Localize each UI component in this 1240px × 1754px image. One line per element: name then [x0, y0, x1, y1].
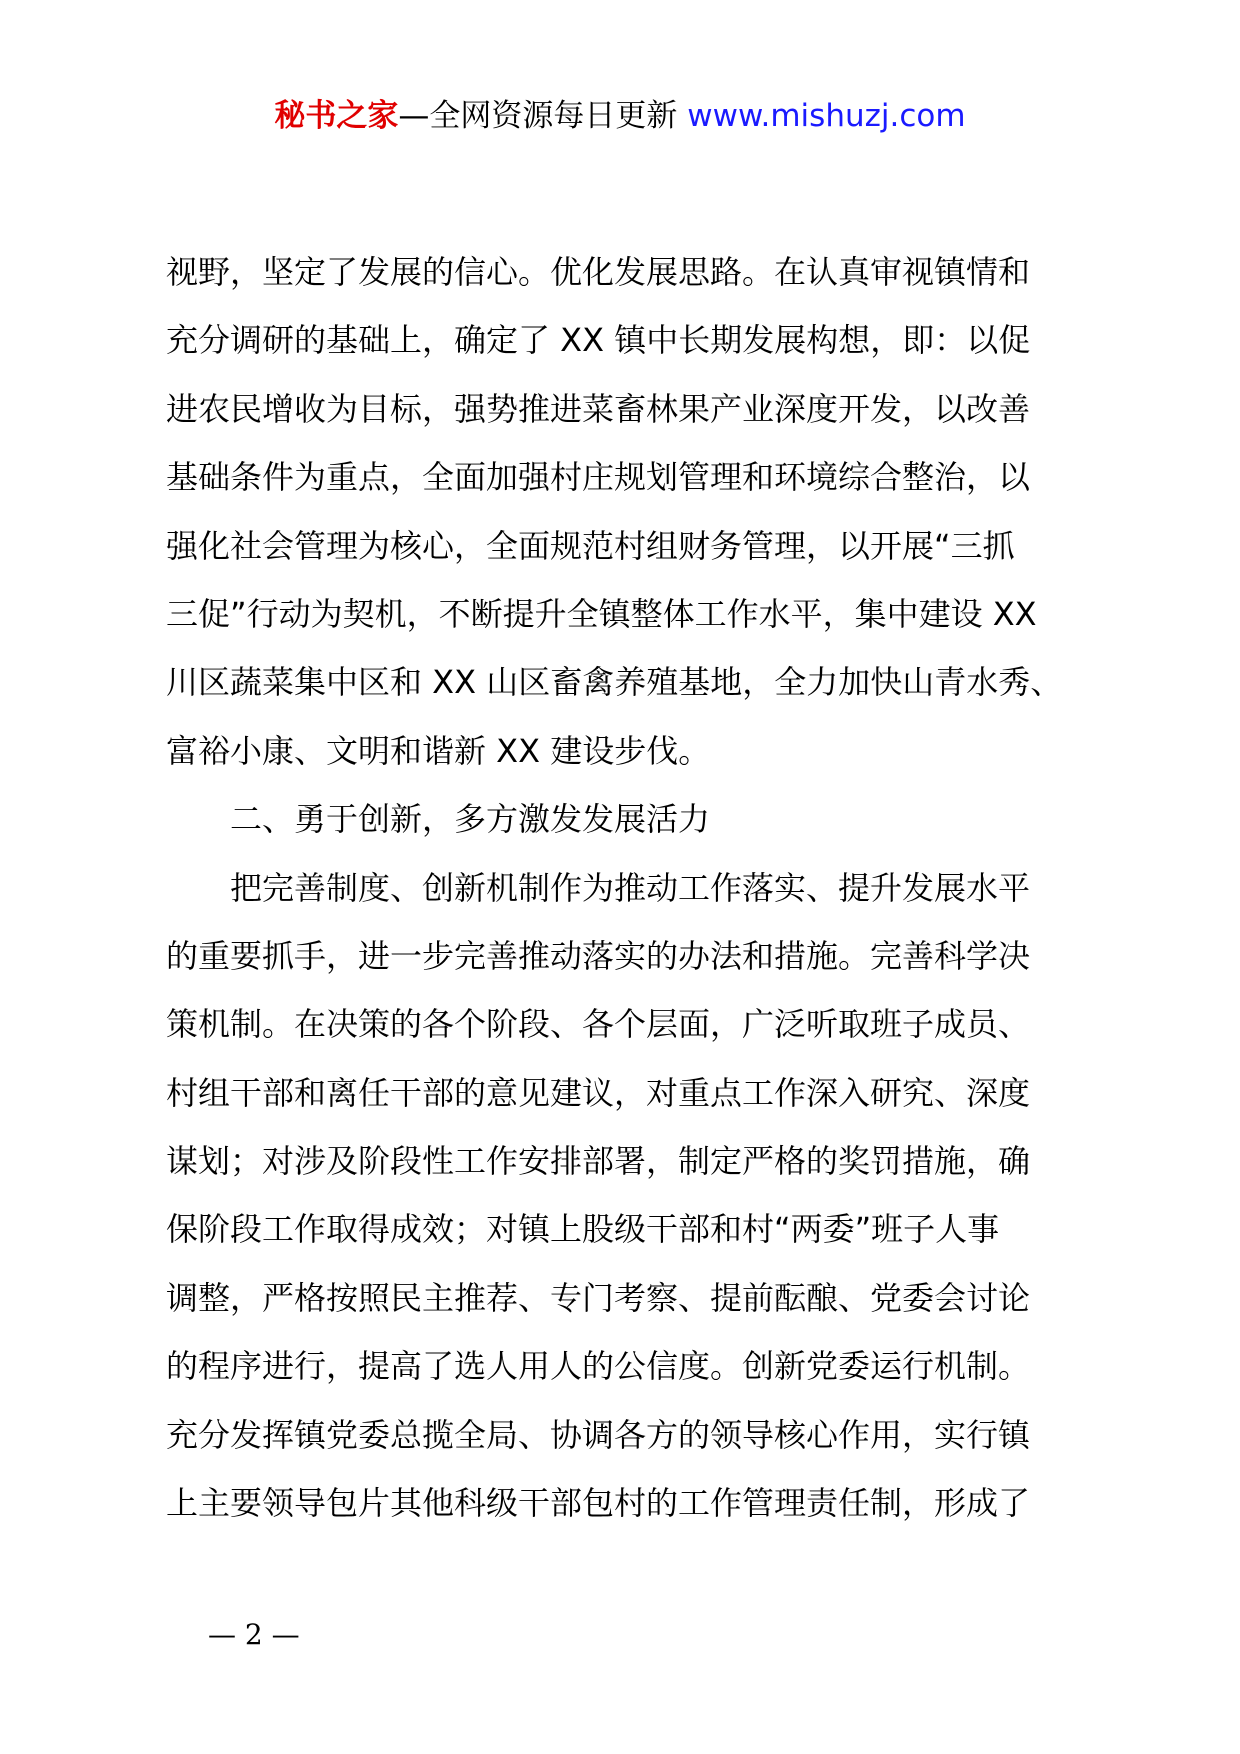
body-line: 调整，严格按照民主推荐、专门考察、提前酝酿、党委会讨论 [166, 1278, 1031, 1317]
document-body [166, 238, 1116, 1537]
body-line: 视野，坚定了发展的信心。优化发展思路。在认真审视镇情和 [166, 253, 1031, 291]
body-line: 基础条件为重点，全面加强村庄规划管理和环境综合整治，以 [166, 458, 1031, 497]
body-line: 进农民增收为目标，强势推进菜畜林果产业深度开发，以改善 [166, 389, 1031, 428]
site-url-link[interactable]: www.mishuzj.com [687, 98, 966, 134]
section-heading: 二、勇于创新，多方激发发展活力 [230, 800, 711, 839]
body-line: 策机制。在决策的各个阶段、各个层面，广泛听取班子成员、 [166, 1005, 1031, 1044]
body-line: 强化社会管理为核心，全面规范村组财务管理，以开展“三抓 [166, 526, 1015, 565]
brand-name: 秘书之家 [274, 98, 399, 134]
body-line: 的重要抓手，进一步完善推动落实的办法和措施。完善科学决 [166, 936, 1031, 975]
body-line: 谋划；对涉及阶段性工作安排部署，制定严格的奖罚措施，确 [166, 1142, 1031, 1181]
body-line: 富裕小康、文明和谐新 XX 建设步伐。 [166, 731, 711, 770]
body-line: 保阶段工作取得成效；对镇上股级干部和村“两委”班子人事 [166, 1210, 1000, 1249]
body-line: 把完善制度、创新机制作为推动工作落实、提升发展水平 [230, 868, 1031, 907]
page-number: — 2 — [208, 1618, 300, 1651]
site-header [0, 96, 1240, 136]
body-line: 上主要领导包片其他科级干部包村的工作管理责任制，形成了 [166, 1484, 1031, 1523]
header-tagline: —全网资源每日更新 [398, 98, 688, 134]
body-line: 村组干部和离任干部的意见建议，对重点工作深入研究、深度 [166, 1073, 1031, 1112]
body-line: 的程序进行，提高了选人用人的公信度。创新党委运行机制。 [166, 1347, 1031, 1386]
body-line: 充分调研的基础上，确定了 XX 镇中长期发展构想，即：以促 [166, 321, 1031, 360]
body-line: 三促”行动为契机，不断提升全镇整体工作水平，集中建设 XX [166, 594, 1037, 633]
body-line: 充分发挥镇党委总揽全局、协调各方的领导核心作用，实行镇 [166, 1415, 1031, 1454]
body-line: 川区蔬菜集中区和 XX 山区畜禽养殖基地，全力加快山青水秀、 [166, 663, 1063, 702]
